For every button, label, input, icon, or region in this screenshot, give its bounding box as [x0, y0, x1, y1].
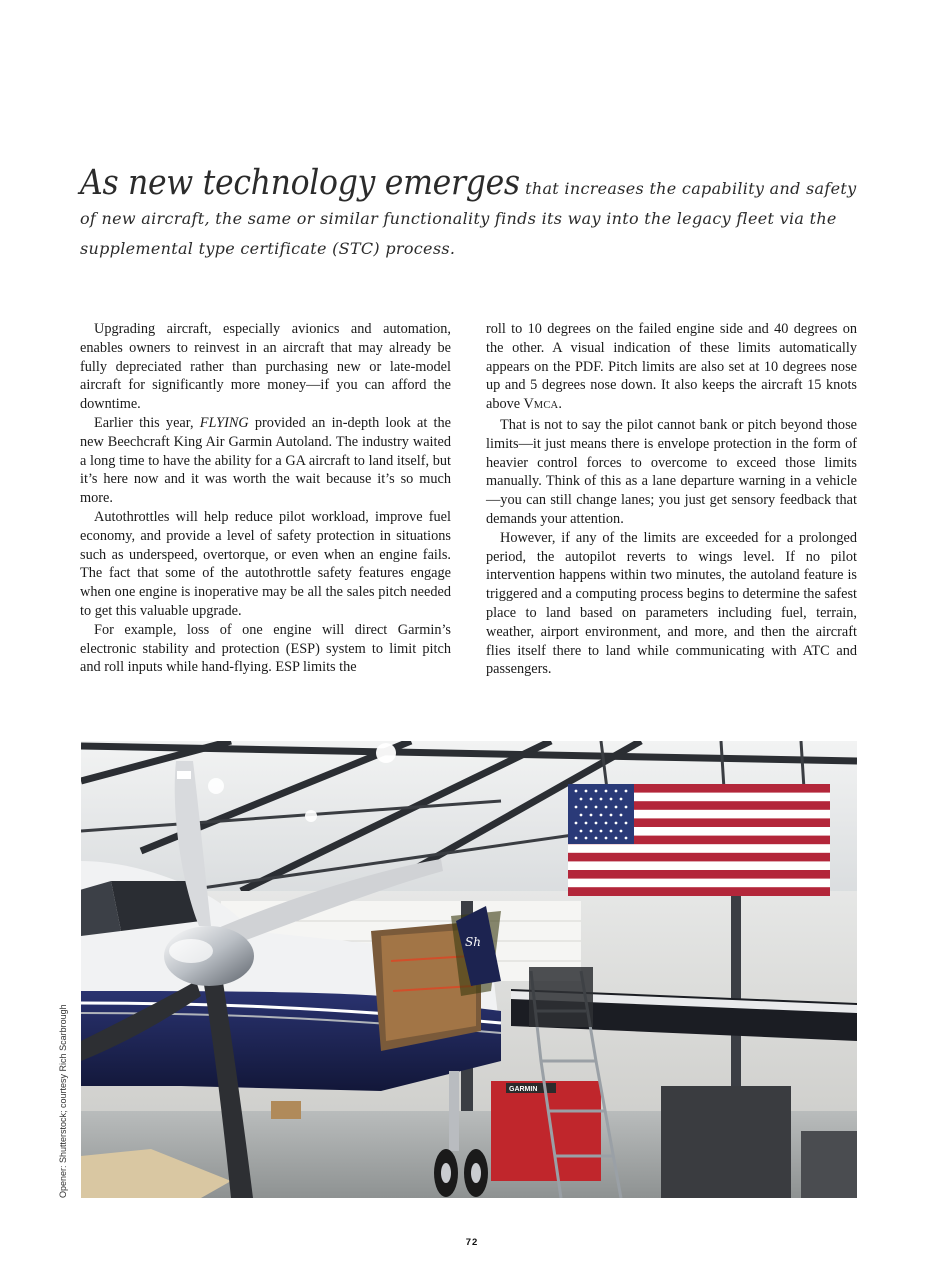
paragraph: Upgrading aircraft, especially avionics and automation, enables owners to reinvest in an aircraft that may already be fully depreciated rather than purchasing new or late-model aircraft for significantly more money—if you can afford the downtime.	[80, 321, 451, 413]
hangar-photo	[81, 741, 857, 1198]
paragraph: For example, loss of one engine will direct Garmin’s electronic stability and protection (ESP) system to limit pitch and roll inputs while hand-flying. ESP limits the	[80, 621, 451, 676]
paragraph-text: Earlier this year,	[94, 414, 200, 431]
paragraph: However, if any of the limits are exceeded for a prolonged period, the autopilot reverts to wings level. If no pilot intervention happens within two minutes, the autoland feature is triggered and a computing process begins to determine the safest place to land based on parameters including fuel, terrain, weather, airport environment, and more, and then the aircraft flies itself there to land while communicating with ATC and passengers.	[486, 529, 857, 678]
tail-lettering: Sh	[465, 935, 481, 949]
pull-quote-line-1	[80, 160, 860, 206]
publication-name: FLYING	[199, 414, 249, 431]
pull-quote-line-2: of new aircraft, the same or similar functionality finds its way into the legacy fleet via the	[80, 209, 837, 228]
hangar-photo-illustration	[81, 741, 857, 1198]
pull-quote-line-3: supplemental type certificate (STC) process.	[80, 239, 456, 258]
paragraph: Autothrottles will help reduce pilot workload, improve fuel economy, and provide a level of safety protection in situations such as underspeed, overtorque, or even when an engine fails. The fact that some of the autothrottle safety features engage when one engine is inoperative may be all the sales pitch needed to get this valuable upgrade.	[80, 508, 451, 619]
article-column-left	[80, 320, 451, 677]
paragraph-text: roll to 10 degrees on the failed engine side and 40 degrees on the other. A visual indication of these limits automatically appears on the PDF. Pitch limits are also set at 10 degrees nose up and 5 degrees nose down. It also keeps the aircraft 15 knots above V	[486, 321, 857, 413]
paragraph-text: .	[558, 396, 562, 413]
pull-quote-line-1-rest: that increases the capability and safety	[519, 179, 857, 198]
us-flag	[568, 784, 830, 896]
paragraph	[80, 414, 451, 508]
paragraph	[486, 320, 857, 416]
vmca-subscript: MCA	[533, 400, 559, 412]
photo-credit: Opener: Shutterstock; courtesy Rich Scarbrough	[58, 1004, 68, 1198]
article-column-right	[486, 320, 857, 679]
page-number: 72	[465, 1237, 479, 1248]
paragraph: That is not to say the pilot cannot bank or pitch beyond those limits—it just means there is envelope protection in the form of heavier control forces to overcome to exceed those limits manually. Think of this as a lane departure warning in a vehicle—you can still change lanes; you just get sensory feedback that demands your attention.	[486, 416, 857, 527]
pull-quote	[80, 160, 860, 264]
pull-quote-lead: As new technology emerges	[80, 163, 520, 203]
paragraph-text: provided an in-depth look at the new Beechcraft King Air Garmin Autoland. The industry waited a long time to have the ability for a GA aircraft to land itself, but it’s here now and it was worth the wait because it’s so much more.	[80, 414, 451, 507]
cart-brand-label: GARMIN	[509, 1086, 538, 1093]
